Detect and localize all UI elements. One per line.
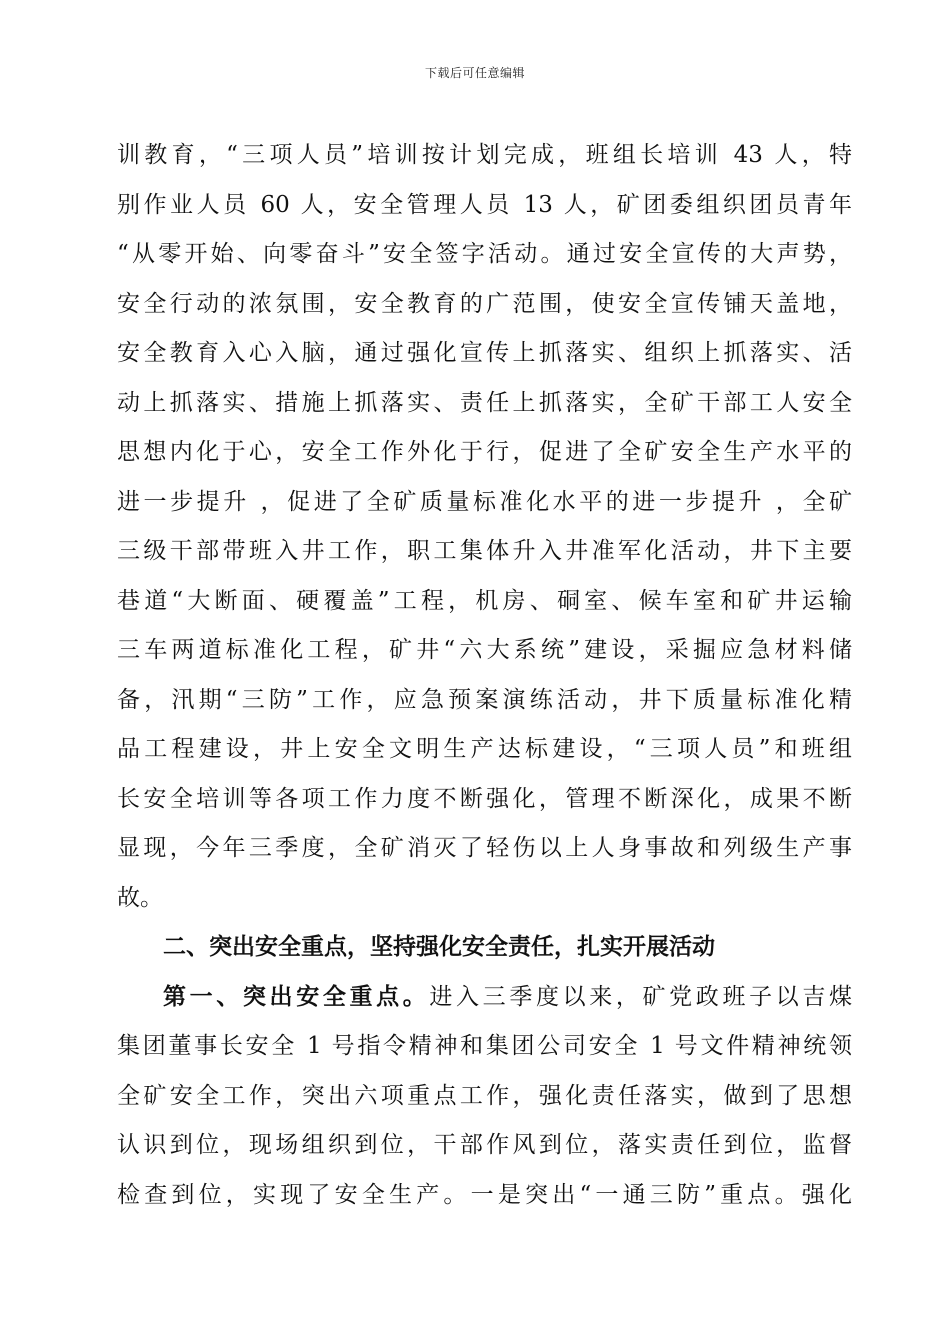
text-line: 训教育，“三项人员”培训按计划完成，班组长培训 43 人，特: [117, 142, 852, 168]
text-line: 长安全培训等各项工作力度不断强化，管理不断深化，成果不断: [117, 785, 852, 812]
text-line: “从零开始、向零奋斗”安全签字活动。通过安全宣传的大声势，: [117, 241, 852, 267]
text-line: 巷道“大断面、硬覆盖”工程，机房、硐室、候车室和矿井运输: [117, 587, 852, 614]
document-body: [117, 131, 852, 1220]
paragraph-lead: 第一、突出安全重点。: [163, 983, 430, 1010]
text-line: 动上抓落实、措施上抓落实、责任上抓落实，全矿干部工人安全: [117, 389, 852, 416]
text-line: 显现，今年三季度，全矿消灭了轻伤以上人身事故和列级生产事: [117, 835, 852, 861]
page-header: 下载后可任意编辑: [424, 66, 525, 80]
text-line: 别作业人员 60 人，安全管理人员 13 人，矿团委组织团员青年: [117, 191, 852, 218]
section-heading: 二、突出安全重点，坚持强化安全责任，扎实开展活动: [163, 934, 715, 960]
paragraph-first-line: [117, 973, 852, 1023]
text-line: 安全行动的浓氛围，安全教育的广范围，使安全宣传铺天盖地，: [117, 290, 852, 317]
text-line: 集团董事长安全 1 号指令精神和集团公司安全 1 号文件精神统领: [117, 1033, 852, 1059]
paragraph-first-line-rest: 进入三季度以来，矿党政班子以吉煤: [429, 983, 853, 1010]
text-line: 备，汛期“三防”工作，应急预案演练活动，井下质量标准化精: [117, 686, 852, 713]
text-line: 安全教育入心入脑，通过强化宣传上抓落实、组织上抓落实、活: [117, 340, 852, 366]
text-line: 思想内化于心，安全工作外化于行，促进了全矿安全生产水平的: [117, 439, 852, 465]
text-line: 检查到位，实现了安全生产。一是突出“一通三防”重点。强化: [117, 1181, 852, 1208]
text-line: 认识到位，现场组织到位，干部作风到位，落实责任到位，监督: [117, 1132, 852, 1158]
text-line: 品工程建设，井上安全文明生产达标建设，“三项人员”和班组: [117, 736, 852, 762]
text-line: 全矿安全工作，突出六项重点工作，强化责任落实，做到了思想: [117, 1082, 852, 1109]
text-line: 三级干部带班入井工作，职工集体升入井准军化活动，井下主要: [117, 538, 852, 564]
text-line: 三车两道标准化工程，矿井“六大系统”建设，采掘应急材料储: [117, 637, 852, 663]
text-line: 故。: [117, 884, 163, 911]
text-line: 进一步提升 ，促进了全矿质量标准化水平的进一步提升 ，全矿: [117, 488, 852, 515]
